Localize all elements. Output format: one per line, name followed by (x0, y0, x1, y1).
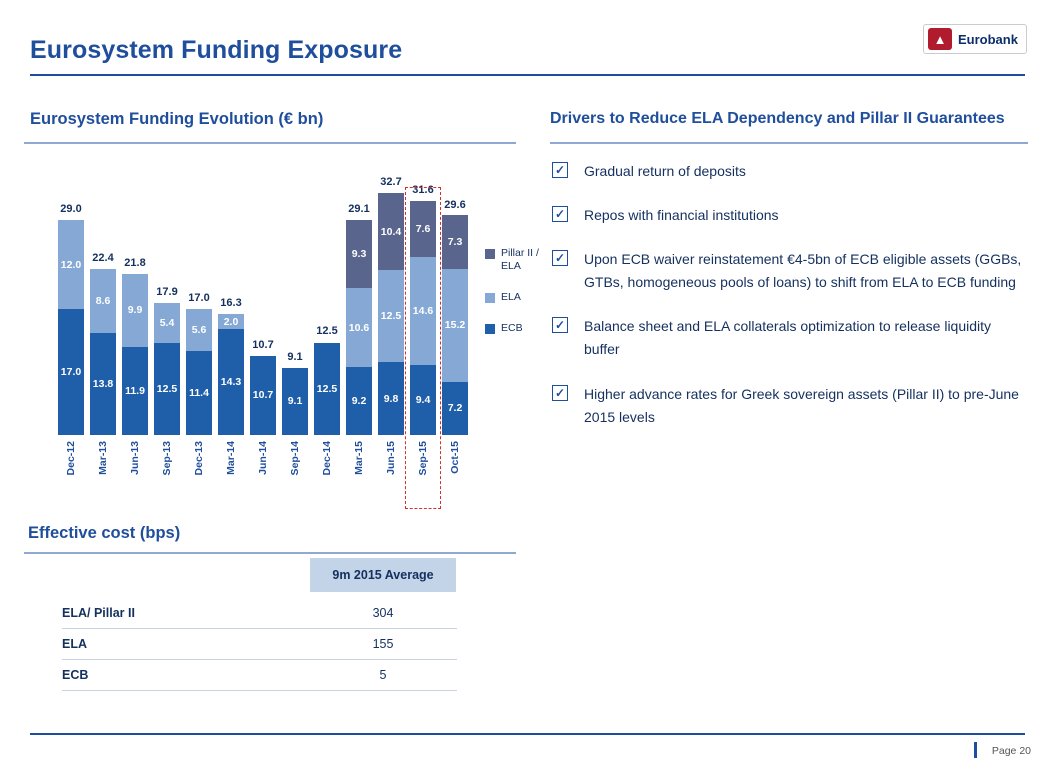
bar-column (250, 356, 276, 435)
bar-segment-value: 9.2 (351, 394, 367, 407)
highlight-box (405, 187, 441, 509)
bar-column (218, 314, 244, 435)
bar-segment-ela (442, 269, 468, 381)
driver-item (552, 160, 1032, 183)
bar-total-label: 17.9 (156, 285, 178, 298)
bar-segment-value: 11.4 (189, 386, 209, 399)
bar-segment-value: 12.5 (380, 310, 402, 323)
x-axis-label: Dec-14 (321, 441, 333, 476)
checkbox-icon: ✓ (552, 385, 568, 401)
bar-segment-ela (346, 288, 372, 366)
driver-item (552, 204, 1032, 227)
bar-segment-ecb (250, 356, 276, 435)
row-label: ELA (62, 637, 87, 651)
table-column-header: 9m 2015 Average (310, 558, 456, 592)
bar-segment-value: 9.3 (351, 248, 367, 261)
x-axis-label: Sep-14 (289, 441, 301, 476)
legend-swatch-pillar-icon (485, 249, 495, 259)
bar-total-label: 16.3 (220, 297, 242, 310)
bar-column (186, 309, 212, 435)
driver-text: Higher advance rates for Greek sovereign assets (Pillar II) to pre-June 2015 levels (584, 385, 1019, 425)
driver-item (552, 248, 1032, 294)
x-axis-label: Dec-13 (193, 441, 205, 476)
row-value: 155 (372, 637, 394, 651)
legend-item (485, 322, 555, 335)
bar-segment-ela (186, 309, 212, 350)
bar-segment-value: 15.2 (444, 319, 466, 332)
bar-column (378, 193, 404, 435)
bar-total-label: 9.1 (287, 350, 303, 363)
bar-segment-value: 7.6 (415, 223, 431, 236)
driver-text: Balance sheet and ELA collaterals optimization to release liquidity buffer (584, 318, 992, 358)
driver-item (552, 383, 1032, 429)
legend-item (485, 247, 555, 273)
x-axis-label: Mar-15 (353, 441, 365, 475)
bar-total-label: 32.7 (380, 176, 402, 188)
bar-segment-value: 13.8 (92, 377, 114, 390)
bar-segment-value: 7.3 (447, 236, 463, 249)
title-divider (30, 74, 1025, 76)
x-axis-label: Sep-13 (161, 441, 173, 476)
bar-segment-ecb (58, 309, 84, 435)
drivers-list (552, 160, 1032, 450)
bar-column (90, 269, 116, 435)
legend-label: ELA (501, 291, 521, 304)
bar-total-label: 12.5 (316, 325, 338, 338)
table-row (62, 660, 457, 691)
bar-total-label: 29.6 (444, 198, 466, 211)
bar-column (346, 220, 372, 435)
page-title: Eurosystem Funding Exposure (30, 36, 403, 64)
bar-segment-ecb (442, 382, 468, 435)
legend-label: Pillar II / ELA (501, 247, 539, 273)
bar-segment-value: 7.2 (447, 402, 463, 415)
legend-swatch-ecb-icon (485, 324, 495, 334)
x-axis-label: Oct-15 (449, 441, 461, 474)
funding-chart (30, 165, 539, 510)
footer-divider (30, 733, 1025, 735)
bar-column (282, 368, 308, 435)
bar-segment-ecb (186, 351, 212, 435)
x-axis-label: Jun-13 (129, 441, 141, 475)
eurobank-logo-icon: ▲ (928, 28, 952, 50)
bar-segment-value: 2.0 (223, 315, 239, 328)
bar-segment-ecb (314, 343, 340, 436)
legend-item (485, 291, 555, 304)
bar-segment-value: 9.8 (383, 392, 399, 405)
chart-heading-divider (24, 142, 516, 144)
bar-total-label: 31.6 (412, 184, 434, 197)
x-axis-label: Jun-15 (385, 441, 397, 475)
bar-total-label: 21.8 (124, 256, 146, 269)
bar-segment-value: 12.5 (156, 382, 178, 395)
bar-segment-value: 9.1 (287, 395, 303, 408)
bar-segment-pillar-ii-ela (442, 215, 468, 269)
x-axis-label: Mar-13 (97, 441, 109, 475)
checkbox-icon: ✓ (552, 250, 568, 266)
driver-text: Gradual return of deposits (584, 163, 746, 179)
bar-segment-value: 14.3 (220, 376, 242, 389)
checkbox-icon: ✓ (552, 206, 568, 222)
bar-segment-ela (378, 270, 404, 363)
drivers-heading: Drivers to Reduce ELA Dependency and Pillar II Guarantees (550, 110, 1005, 127)
bar-segment-value: 5.4 (159, 316, 175, 329)
legend-label: ECB (501, 322, 523, 335)
bar-segment-value: 10.6 (348, 321, 370, 334)
bar-segment-ela (218, 314, 244, 329)
driver-item (552, 315, 1032, 361)
checkbox-icon: ✓ (552, 162, 568, 178)
bar-column (122, 274, 148, 435)
bar-total-label: 29.0 (60, 203, 82, 216)
bar-segment-value: 10.7 (252, 389, 274, 402)
bar-segment-ela (154, 303, 180, 343)
bar-segment-ecb (154, 343, 180, 436)
checkbox-icon: ✓ (552, 317, 568, 333)
chart-plot (52, 165, 472, 476)
bar-segment-pillar-ii-ela (378, 193, 404, 270)
bar-total-label: 29.1 (348, 202, 370, 215)
chart-legend (485, 247, 555, 354)
bar-segment-value: 10.4 (380, 225, 402, 238)
legend-swatch-ela-icon (485, 293, 495, 303)
bar-segment-ela (58, 220, 84, 309)
bar-segment-value: 8.6 (95, 295, 111, 308)
bar-segment-value: 12.5 (316, 382, 338, 395)
row-label: ECB (62, 668, 89, 682)
bar-segment-value: 9.9 (127, 304, 143, 317)
bar-segment-value: 17.0 (60, 366, 82, 379)
x-axis-label: Mar-14 (225, 441, 237, 475)
table-row (62, 598, 457, 629)
drivers-heading-divider (550, 142, 1028, 144)
bar-segment-ela (90, 269, 116, 333)
bar-segment-value: 9.4 (415, 394, 431, 407)
x-axis-label: Dec-12 (65, 441, 77, 476)
bar-segment-ecb (122, 347, 148, 435)
row-value: 304 (372, 606, 394, 620)
table-row (62, 629, 457, 660)
bar-total-label: 17.0 (188, 292, 210, 305)
footer-accent-bar (974, 742, 977, 758)
bar-segment-value: 11.9 (125, 384, 145, 397)
x-axis-label: Sep-15 (417, 441, 429, 476)
bar-segment-ecb (282, 368, 308, 435)
bar-column (314, 343, 340, 436)
bar-segment-ecb (346, 367, 372, 435)
table-heading: Effective cost (bps) (28, 524, 181, 542)
bar-total-label: 10.7 (252, 338, 274, 351)
driver-text: Repos with financial institutions (584, 207, 779, 224)
bar-segment-ecb (90, 333, 116, 435)
logo-text: Eurobank (958, 31, 1018, 47)
bar-segment-value: 5.6 (191, 323, 207, 336)
eurobank-logo (923, 24, 1027, 54)
driver-text: Upon ECB waiver reinstatement €4-5bn of ECB eligible assets (GGBs, GTBs, homogeneous pools of loans) to shift from ELA to ECB funding (584, 251, 1022, 291)
bar-segment-pillar-ii-ela (346, 220, 372, 289)
table-heading-divider (24, 552, 516, 554)
x-axis-label: Jun-14 (257, 441, 269, 475)
bar-segment-value: 12.0 (60, 258, 82, 271)
row-label: ELA/ Pillar II (62, 606, 135, 620)
bar-column (442, 215, 468, 435)
page-number: Page 20 (991, 745, 1031, 757)
bar-total-label: 22.4 (92, 252, 114, 265)
bar-segment-ecb (378, 362, 404, 435)
row-value: 5 (379, 668, 387, 682)
bar-segment-value: 14.6 (412, 305, 434, 318)
bar-column (154, 303, 180, 435)
chart-heading: Eurosystem Funding Evolution (€ bn) (30, 110, 324, 128)
